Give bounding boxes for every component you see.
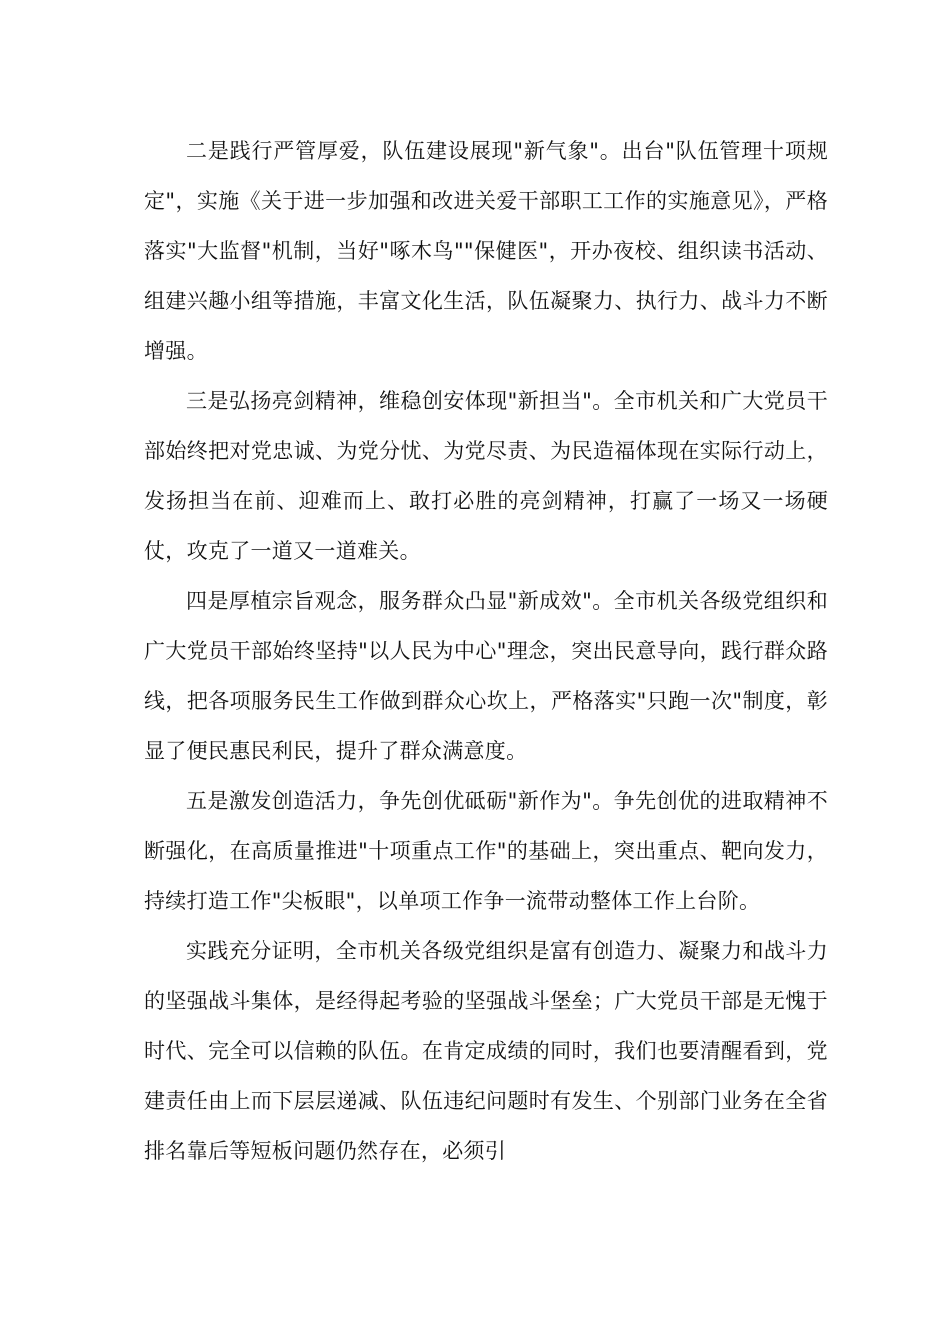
paragraph-serving-the-people: 四是厚植宗旨观念，服务群众凸显"新成效"。全市机关各级党组织和广大党员干部始终坚持"以人民为中心"理念，突出民意导向，践行群众路线，把各项服务民生工作做到群众心坎上，严格落实"只跑一次"制度，彰显了便民惠民利民，提升了群众满意度。 bbox=[144, 589, 828, 763]
document-body bbox=[144, 126, 828, 1176]
paragraph-discipline-and-care: 二是践行严管厚爱，队伍建设展现"新气象"。出台"队伍管理十项规定"，实施《关于进一步加强和改进关爱干部职工工作的实施意见》，严格落实"大监督"机制，当好"啄木鸟""保健医"，开办夜校、组织读书活动、组建兴趣小组等措施，丰富文化生活，队伍凝聚力、执行力、战斗力不断增强。 bbox=[144, 139, 828, 363]
paragraph-innovation-and-excellence: 五是激发创造活力，争先创优砥砺"新作为"。争先创优的进取精神不断强化，在高质量推进"十项重点工作"的基础上，突出重点、靶向发力，持续打造工作"尖板眼"，以单项工作争一流带动整体工作上台阶。 bbox=[144, 789, 828, 913]
paragraph-summary-and-problems: 实践充分证明，全市机关各级党组织是富有创造力、凝聚力和战斗力的坚强战斗集体，是经得起考验的坚强战斗堡垒；广大党员干部是无愧于时代、完全可以信赖的队伍。在肯定成绩的同时，我们也要清醒看到，党建责任由上而下层层递减、队伍违纪问题时有发生、个别部门业务在全省排名靠后等短板问题仍然存在，必须引 bbox=[144, 939, 828, 1163]
paragraph-stability-and-safety: 三是弘扬亮剑精神，维稳创安体现"新担当"。全市机关和广大党员干部始终把对党忠诚、为党分忧、为党尽责、为民造福体现在实际行动上，发扬担当在前、迎难而上、敢打必胜的亮剑精神，打赢了一场又一场硬仗，攻克了一道又一道难关。 bbox=[144, 389, 828, 563]
